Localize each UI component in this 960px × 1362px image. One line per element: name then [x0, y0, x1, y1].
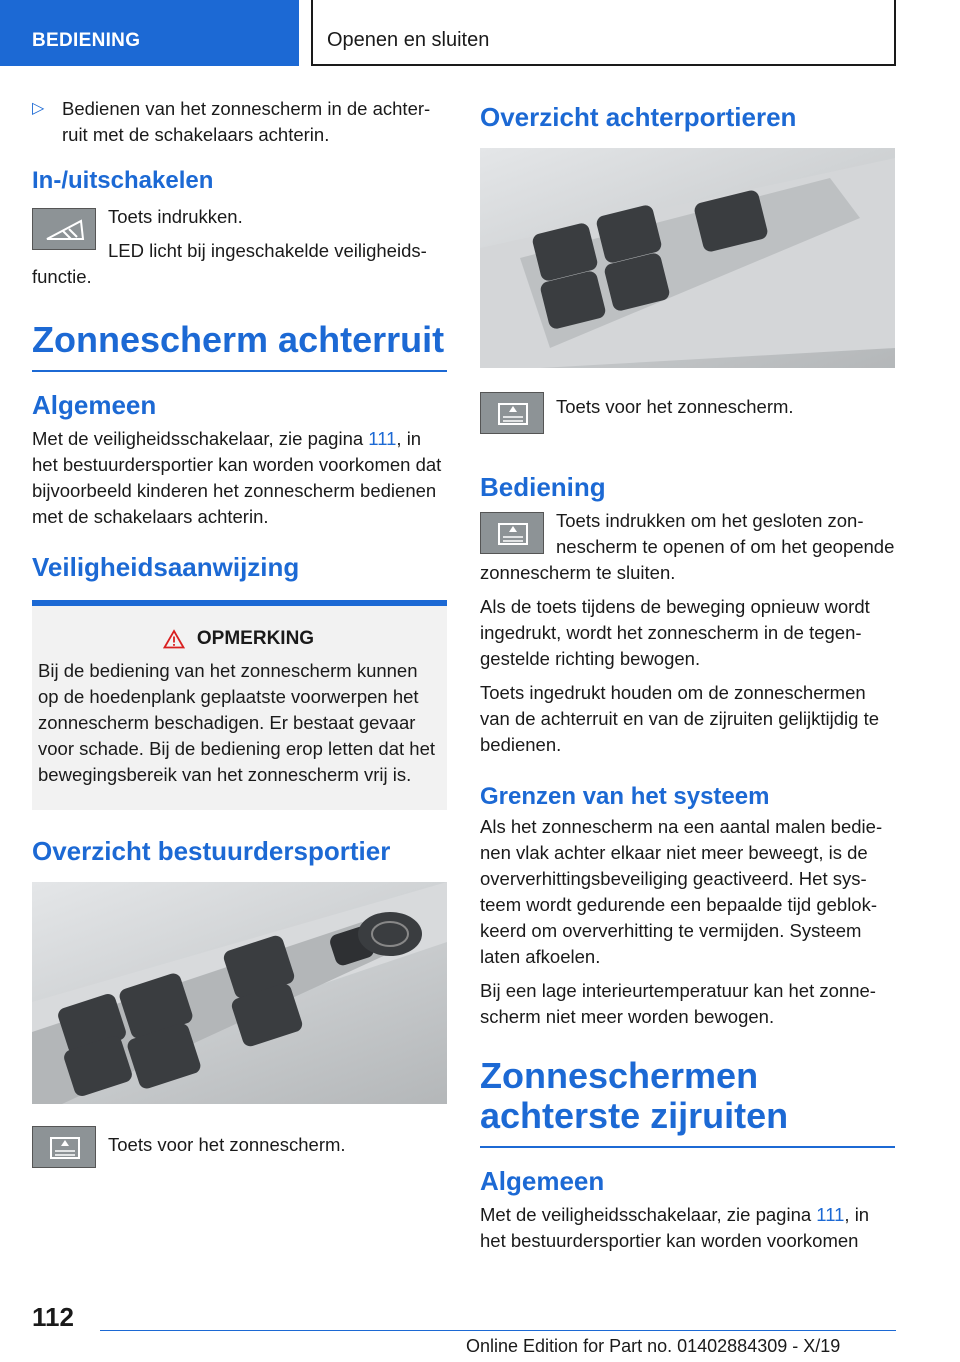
main-heading-zonneschermen-zijruiten: Zonneschermen achterste zijruiten: [480, 1056, 895, 1148]
warning-triangle-icon: [163, 629, 185, 649]
notice-text: Bij de bediening van het zonnescherm kunnen op de hoedenplank geplaatste voorwerpen het zonnescherm beschadigen. Er bestaat gevaar voor schade. Bij de bediening erop letten dat het bewegingsbereik van het zonnescherm vrij is.: [38, 660, 436, 785]
footer-divider: [100, 1330, 896, 1331]
heading-overzicht-achterportieren: Overzicht achterportieren: [480, 102, 797, 132]
driver-caption: Toets voor het zonnescherm.: [108, 1134, 346, 1155]
heading-overzicht-bestuurdersportier: Overzicht bestuurdersportier: [32, 836, 391, 866]
algemeen-paragraph-2: [480, 1202, 895, 1254]
heading-veiligheidsaanwijzing: Veiligheidsaanwijzing: [32, 552, 300, 582]
inuit-block: [32, 204, 447, 290]
algemeen-text-pre-2: Met de veiligheidsschakelaar, zie pagina: [480, 1204, 817, 1225]
heading-bediening: Bediening: [480, 472, 606, 502]
heading-algemeen-2: Algemeen: [480, 1166, 605, 1196]
notice-title: OPMERKING: [196, 628, 315, 649]
header-chapter-tab: [311, 0, 896, 66]
heading-algemeen: Algemeen: [32, 390, 157, 420]
bullet-text: Bedienen van het zonnescherm in de achterruit met de schakelaars achterin.: [62, 98, 431, 145]
header-section-label: BEDIENING: [32, 30, 141, 51]
bediening-text-1: Toets indrukken om het gesloten zonnescherm te openen of om het geopende zonnescherm te sluiten.: [480, 510, 895, 583]
algemeen-text-pre: Met de veiligheidsschakelaar, zie pagina: [32, 428, 369, 449]
rear-door-switches-photo: [480, 148, 895, 368]
bediening-text-3: Toets ingedrukt houden om de zonneschermen van de achterruit en van de zijruiten gelijktijdig te bedienen.: [480, 682, 880, 755]
algemeen-paragraph: [32, 426, 447, 530]
rear-caption-block: [480, 388, 895, 448]
main-heading-zonnescherm-achterruit: Zonnescherm achterruit: [32, 320, 447, 372]
sunblind-button-icon: [480, 392, 544, 434]
heading-grenzen: Grenzen van het systeem: [480, 783, 770, 810]
bediening-text-2: Als de toets tijdens de beweging opnieuw wordt ingedrukt, wordt het zonnescherm in de tegengestelde richting bewogen.: [480, 596, 870, 669]
heading-in-uitschakelen: In-/uitschakelen: [32, 167, 214, 194]
notice-box: [32, 600, 447, 810]
bullet-item: [32, 96, 447, 148]
sunblind-button-icon: [480, 512, 544, 554]
safety-switch-icon: [32, 208, 96, 250]
algemeen-text-post-2: , in het bestuurdersportier kan worden voorkomen: [480, 1204, 870, 1251]
page-number: 112: [32, 1302, 74, 1332]
inuit-text-2: LED licht bij ingeschakelde veiligheidsfunctie.: [32, 240, 427, 287]
inuit-text-1: Toets indrukken.: [108, 206, 243, 227]
rear-caption: Toets voor het zonnescherm.: [556, 396, 794, 417]
algemeen-text-post: , in het bestuurdersportier kan worden voorkomen dat bijvoorbeeld kinderen het zonnescherm bedienen met de schakelaars achterin.: [32, 428, 442, 527]
left-column: [32, 96, 447, 1182]
grenzen-text-2: Bij een lage interieurtemperatuur kan het zonnescherm niet meer worden bewogen.: [480, 980, 876, 1027]
driver-door-switches-photo: [32, 882, 447, 1104]
right-column: [480, 100, 895, 1262]
bediening-block: [480, 508, 895, 586]
triangle-bullet-icon: ▷: [32, 100, 45, 117]
page-link-111[interactable]: 111: [816, 1204, 845, 1225]
header-chapter-label: Openen en sluiten: [327, 29, 490, 51]
driver-caption-block: [32, 1122, 447, 1182]
sunblind-button-icon: [32, 1126, 96, 1168]
header-section-tab: [0, 0, 299, 66]
notice-header: [38, 628, 439, 650]
footer-edition: Online Edition for Part no. 01402884309 - X/19: [466, 1336, 841, 1356]
page-link-111[interactable]: 111: [368, 428, 397, 449]
grenzen-text-1: Als het zonnescherm na een aantal malen bedienen vlak achter elkaar niet meer beweegt, is de oververhittingsbeveiliging geactiveerd. Het systeem wordt gedurende een bepaalde tijd geblokkeerd om oververhitting te vermijden. Systeem laten afkoelen.: [480, 816, 883, 967]
